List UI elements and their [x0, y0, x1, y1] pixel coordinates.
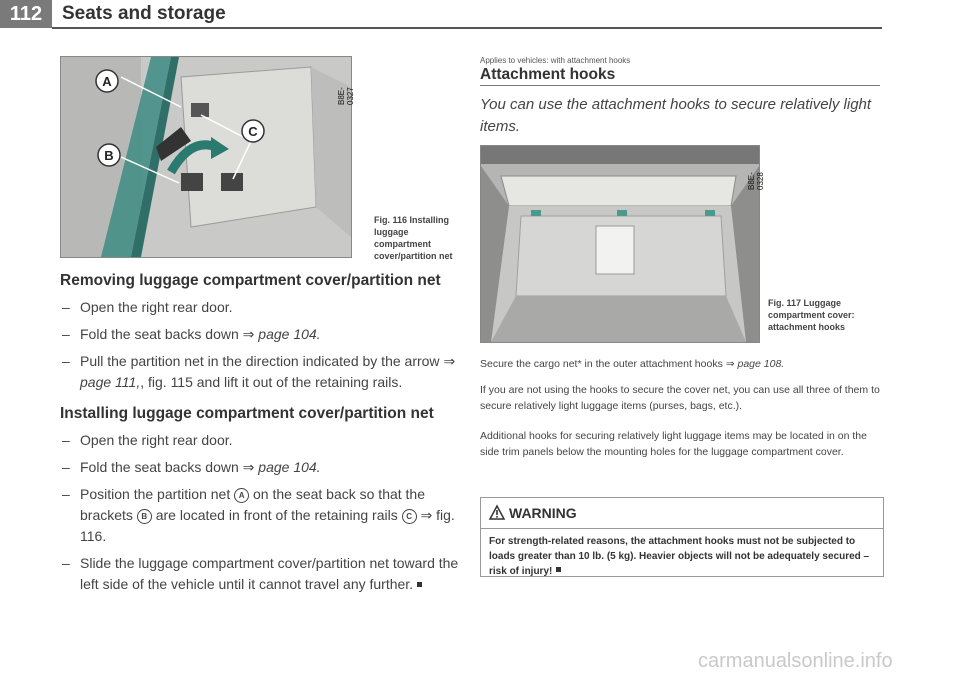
intro-text: You can use the attachment hooks to secure relatively light items. [480, 96, 872, 135]
warning-triangle-icon [489, 505, 505, 520]
figure-117-caption [768, 297, 878, 333]
section-rule [480, 85, 880, 86]
attachment-hook-center [617, 210, 627, 216]
end-marker-icon [417, 582, 422, 587]
attachment-hook-right [705, 210, 715, 216]
installing-step-1: – Open the right rear door. [62, 432, 233, 448]
page-ref-link[interactable]: page 104. [258, 459, 321, 475]
paragraph-3: Additional hooks for securing relatively light luggage items may be located in on the side trim panels below the mounting holes for the luggage compartment cover. [480, 430, 867, 458]
callout-c [242, 120, 264, 142]
page-ref-link[interactable]: page 104. [258, 326, 321, 342]
warning-box [480, 497, 884, 577]
warning-header [481, 498, 883, 529]
figure-117-image [480, 145, 765, 343]
arrow-glyph: ⇒ [443, 353, 456, 369]
page-number: 112 [0, 0, 52, 28]
label-a-icon: A [234, 488, 249, 503]
installing-step-2: – Fold the seat backs down ⇒ page 104. [62, 459, 321, 475]
warning-text: For strength-related reasons, the attachment hooks must not be subjected to loads greater than 10 lb. (5 kg). Heavier objects will not be adequately secured – risk of injury! [489, 536, 870, 577]
paragraph-1: Secure the cargo net* in the outer attachment hooks ⇒ page 108. [480, 358, 785, 370]
attachment-hook-left [531, 210, 541, 216]
figure-116-caption [374, 214, 466, 262]
attachment-hooks-title: Attachment hooks [480, 66, 616, 83]
arrow-glyph: ⇒ [242, 459, 255, 475]
figure-116-image [60, 56, 355, 258]
label-b-icon: B [137, 509, 152, 524]
watermark: carmanualsonline.info [698, 650, 893, 672]
warning-title: WARNING [509, 505, 577, 521]
figure-117-number: Fig. 117 [768, 298, 802, 308]
removing-heading: Removing luggage compartment cover/partition net [60, 272, 441, 289]
label-c-icon: C [402, 509, 417, 524]
page-ref-link[interactable]: page 108. [737, 358, 785, 370]
seat-back-illustration [61, 57, 351, 257]
arrow-glyph: ⇒ [725, 358, 735, 370]
header-rule [52, 27, 882, 29]
installing-step-3: – Position the partition net A on the seat back so that the brackets B are located in front of the retaining rails C ⇒ fig. 116. [62, 486, 455, 544]
installing-heading: Installing luggage compartment cover/partition net [60, 405, 434, 422]
arrow-glyph: ⇒ [242, 326, 255, 342]
paragraph-2: If you are not using the hooks to secure the cover net, you can use all three of them to secure relatively light luggage items (purses, bags, etc.). [480, 384, 880, 412]
arrow-glyph: ⇒ [420, 507, 433, 523]
removing-step-2: – Fold the seat backs down ⇒ page 104. [62, 326, 321, 342]
figure-116-number: Fig. 116 [374, 215, 408, 225]
figure-code: B8E-0327 [337, 87, 355, 105]
cargo-area-illustration [481, 146, 759, 342]
removing-step-3: – Pull the partition net in the direction indicated by the arrow ⇒ page 111,, fig. 115 and lift it out of the retaining rails. [62, 353, 456, 390]
svg-text:C: C [248, 124, 258, 139]
applies-to-note: Applies to vehicles: with attachment hooks [480, 56, 631, 65]
svg-text:B: B [104, 148, 114, 163]
figure-code: B8E-0328 [747, 172, 765, 190]
page-ref-link[interactable]: page 111, [80, 374, 141, 390]
chapter-title: Seats and storage [62, 3, 226, 24]
page-header [0, 0, 960, 32]
callout-a [96, 70, 118, 92]
removing-step-1: – Open the right rear door. [62, 299, 233, 315]
callout-b [98, 144, 120, 166]
installing-step-4: – Slide the luggage compartment cover/partition net toward the left side of the vehicle until it cannot travel any further. [62, 555, 459, 592]
svg-text:A: A [102, 74, 112, 89]
end-marker-icon [556, 567, 561, 572]
figure-117-text: Luggage compartment cover: attachment hooks [768, 298, 855, 332]
figure-116-text: Installing luggage compartment cover/partition net [374, 215, 453, 261]
left-column [60, 270, 465, 601]
